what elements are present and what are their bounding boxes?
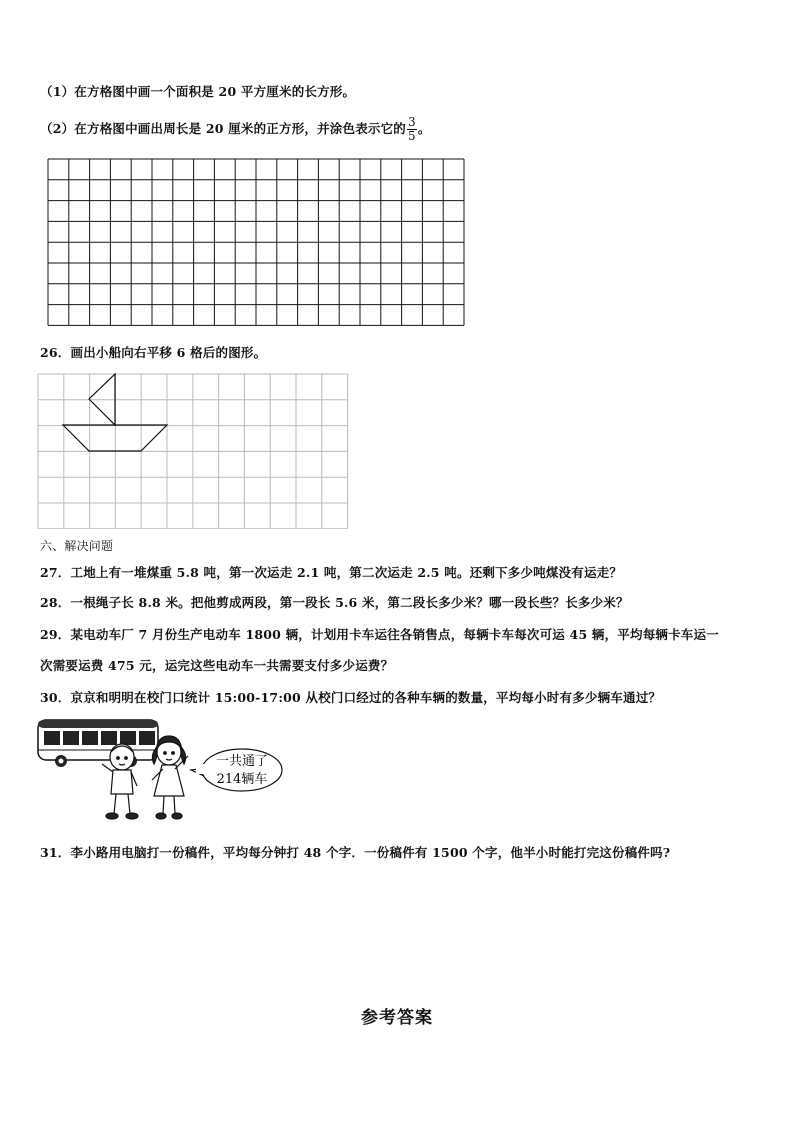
fraction-numerator: 3 (408, 115, 416, 129)
section-six-title: 六、解决问题 (40, 539, 114, 553)
q25-part2-suffix: 。 (417, 121, 431, 136)
q29-line2: 次需要运费 475 元，运完这些电动车一共需要支付多少运费？ (40, 658, 394, 673)
bubble-line1: 一共通了 (215, 754, 269, 769)
q25-part1: （1）在方格图中画一个面积是 20 平方厘米的长方形。 (40, 84, 356, 99)
bus-and-children-illustration (36, 712, 286, 830)
fraction-three-fifths (407, 116, 417, 143)
girl-figure (152, 736, 188, 819)
q27-text: 27．工地上有一堆煤重 5.8 吨，第一次运走 2.1 吨，第二次运走 2.5 吨。还剩下多少吨煤没有运走？ (40, 565, 623, 580)
q28-text: 28．一根绳子长 8.8 米。把他剪成两段，第一段长 5.6 米，第二段长多少米？哪一段长些？长多少米？ (40, 595, 629, 610)
answer-key-title: 参考答案 (361, 1008, 433, 1028)
boat-grid-lines (38, 374, 348, 529)
square-grid-20x8[interactable] (47, 158, 467, 330)
q25-part2 (40, 116, 431, 143)
fraction-denominator: 5 (408, 129, 416, 143)
boat-grid[interactable] (37, 373, 349, 529)
bubble-line2: 214辆车 (216, 772, 268, 787)
q29-line1: 29．某电动车厂 7 月份生产电动车 1800 辆，计划用卡车运往各销售点，每辆卡车每次可运 45 辆，平均每辆卡车运一 (40, 627, 719, 642)
q26-text: 26．画出小船向右平移 6 格后的图形。 (40, 345, 267, 360)
q31-text: 31．李小路用电脑打一份稿件，平均每分钟打 48 个字．一份稿件有 1500 个字，他半小时能打完这份稿件吗? (40, 845, 671, 860)
speech-bubble (191, 749, 282, 791)
q30-text: 30．京京和明明在校门口统计 15:00-17:00 从校门口经过的各种车辆的数量，平均每小时有多少辆车通过？ (40, 690, 662, 705)
q25-part2-prefix: （2）在方格图中画出周长是 20 厘米的正方形，并涂色表示它的 (40, 121, 406, 136)
bus-icon (38, 720, 158, 767)
